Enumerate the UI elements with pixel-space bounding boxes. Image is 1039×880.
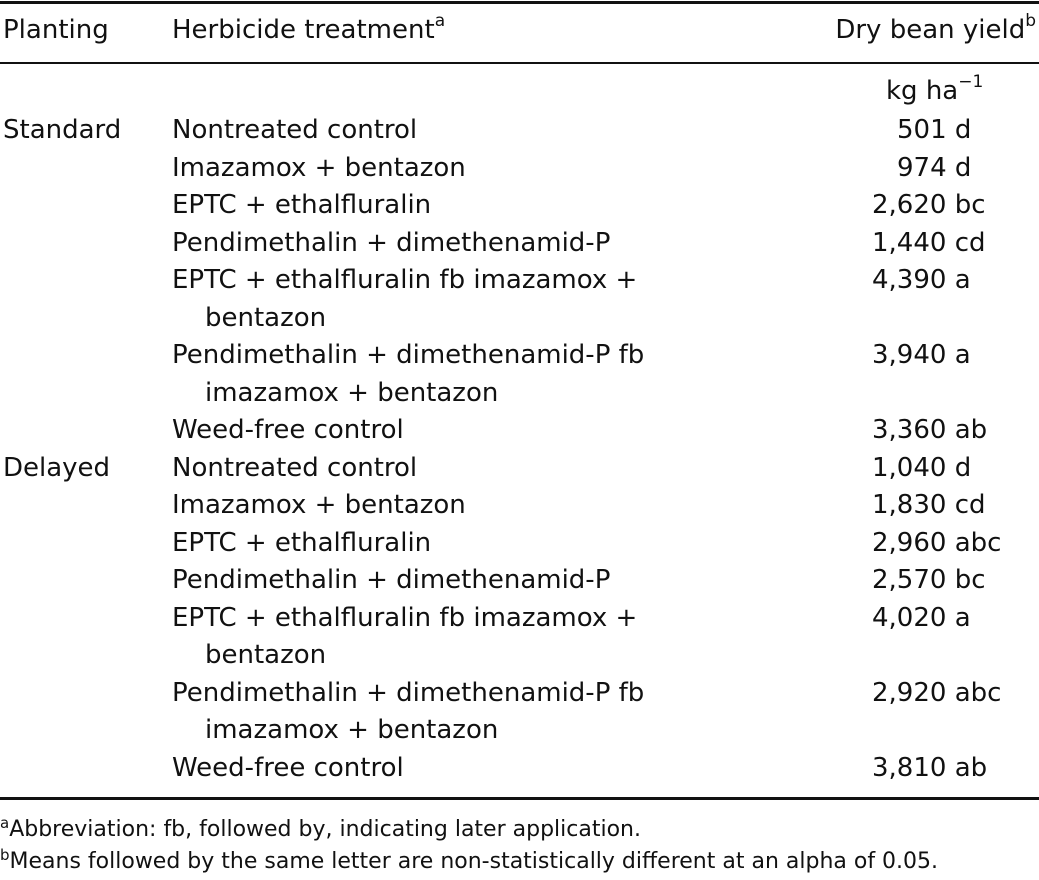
treatment-cell [172,450,672,488]
footnote [0,846,1039,878]
yield-cell: 4,020 a [872,602,971,633]
table-row [0,525,1039,563]
treatment-cell [172,187,672,225]
treatment-cell [172,525,672,563]
yield-cell: 3,360 ab [872,415,988,445]
table-row [0,600,1039,675]
table-row [0,675,1039,750]
table-row [0,150,1039,188]
yield-cell: 1,040 d [872,452,972,483]
table-top-rule [0,1,1039,4]
yield-cell: 2,960 abc [872,527,1002,558]
table-row [0,562,1039,600]
footnote [0,814,1039,846]
treatment-cell [172,150,672,188]
table-row [0,262,1039,337]
yield-cell: 974 d [897,152,972,183]
treatment-line: EPTC + ethalfluralin fb imazamox + [172,602,638,633]
yield-cell: 2,920 abc [872,677,1002,708]
treatment-cell [172,412,672,450]
yield-units [886,73,983,111]
table-row [0,412,1039,450]
footnote-marker-b: b [1025,11,1036,32]
header-herbicide-treatment [172,12,445,50]
table-row [0,225,1039,263]
treatment-cell [172,112,672,150]
table-row [0,337,1039,412]
treatment-cell [172,675,672,750]
treatment-line: EPTC + ethalfluralin fb imazamox + [172,265,638,295]
treatment-line: EPTC + ethalfluralin [172,190,432,220]
yield-cell: 2,570 bc [872,565,986,595]
yield-cell: 1,440 cd [872,227,986,258]
treatment-cell [172,225,672,263]
yield-cell: 3,810 ab [872,752,988,783]
footnote-mark: b [0,845,10,864]
table-row [0,187,1039,225]
table-header-row [0,12,1039,56]
yield-cell: 2,620 bc [872,190,986,220]
treatment-line: Pendimethalin + dimethenamid-P fb [172,340,645,370]
header-planting: Planting [3,15,109,45]
yield-cell: 4,390 a [872,265,971,295]
treatment-line-continued: bentazon [205,640,327,670]
yield-cell: 1,830 cd [872,490,986,520]
yield-cell: 501 d [897,115,972,145]
table-header-rule [0,62,1039,64]
units-text: kg ha [886,76,959,106]
treatment-line: Nontreated control [172,115,418,145]
treatment-line: Nontreated control [172,452,418,483]
header-dry-bean-yield [835,12,1036,50]
table-footnotes [0,814,1039,878]
treatment-line: Pendimethalin + dimethenamid-P [172,565,611,595]
table-row [0,112,1039,150]
units-exponent: −1 [958,72,984,93]
treatment-line: Weed-free control [172,752,404,783]
treatment-line: Imazamox + bentazon [172,152,466,183]
treatment-line: Pendimethalin + dimethenamid-P fb [172,677,645,708]
header-treatment-label: Herbicide treatment [172,15,435,45]
table-row [0,487,1039,525]
table-row [0,450,1039,488]
planting-cell: Standard [3,115,122,145]
table-row [0,750,1039,788]
treatment-line-continued: imazamox + bentazon [205,715,499,745]
yield-cell: 3,940 a [872,340,971,370]
treatment-line: Pendimethalin + dimethenamid-P [172,227,611,258]
treatment-cell [172,487,672,525]
treatment-line-continued: bentazon [205,302,327,333]
treatment-cell [172,750,672,788]
table-bottom-rule [0,797,1039,800]
treatment-line: Imazamox + bentazon [172,490,466,520]
treatment-line: Weed-free control [172,415,404,445]
footnote-text: Means followed by the same letter are non-statistically different at an alpha of 0.05. [9,849,939,874]
planting-cell: Delayed [3,452,111,483]
footnote-marker-a: a [434,11,446,32]
table-body [0,112,1039,787]
footnote-text: Abbreviation: fb, followed by, indicating later application. [9,817,641,842]
treatment-line-continued: imazamox + bentazon [205,377,499,408]
treatment-cell [172,562,672,600]
treatment-cell [172,600,672,675]
footnote-mark: a [0,813,10,832]
treatment-line: EPTC + ethalfluralin [172,527,432,558]
treatment-cell [172,262,672,337]
treatment-cell [172,337,672,412]
header-yield-label: Dry bean yield [835,15,1026,45]
